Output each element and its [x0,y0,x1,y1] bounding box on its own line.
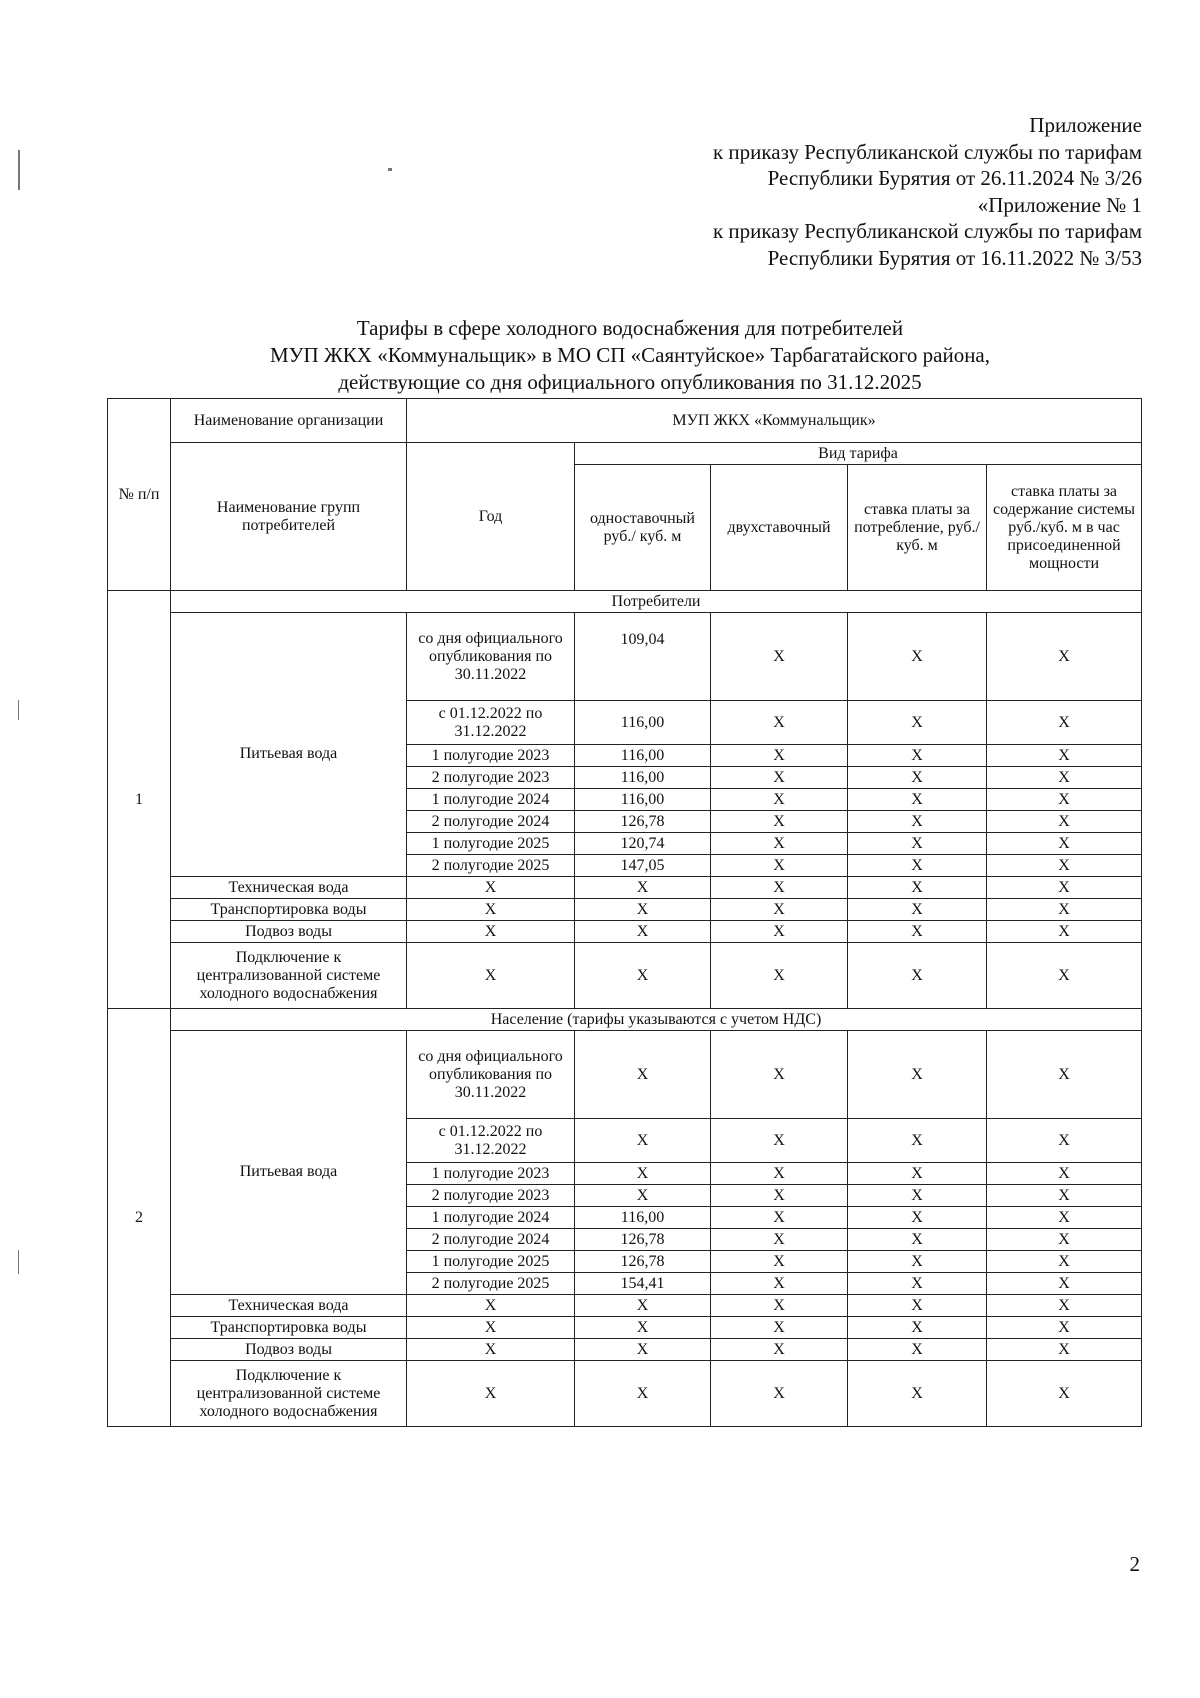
tariff-value-cell: X [848,745,987,767]
period-cell: 1 полугодие 2023 [407,745,575,767]
tariff-value-cell: X [711,833,848,855]
tariff-value-cell: X [848,767,987,789]
tariff-value-cell: X [848,811,987,833]
header-line: Республики Бурятия от 16.11.2022 № 3/53 [767,245,1142,270]
tariff-value-cell: X [987,833,1142,855]
tariff-value-cell: X [987,745,1142,767]
scan-artifact [18,700,19,720]
org-name-header: МУП ЖКХ «Коммунальщик» [407,399,1142,443]
header-line: к приказу Республиканской службы по тарифам [712,139,1142,164]
document-title [0,315,1200,396]
table-row [108,1295,1142,1317]
period-cell: 1 полугодие 2023 [407,1163,575,1185]
tariff-value-cell: X [848,1207,987,1229]
tariff-value-cell: X [575,1295,711,1317]
tariff-value-cell: X [711,877,848,899]
tariff-value-cell: 116,00 [575,767,711,789]
tariff-value-cell: X [711,1361,848,1427]
section-title: Потребители [171,591,1142,613]
drinking-water-label: Питьевая вода [171,613,407,877]
tariff-value-cell: X [987,613,1142,701]
scan-artifact [18,1250,19,1274]
header-line: «Приложение № 1 [977,192,1142,217]
page-number: 2 [1129,1552,1140,1576]
group-label-header: Наименование групп потребителей [171,443,407,591]
tariff-value-cell: X [987,1163,1142,1185]
period-cell: 1 полугодие 2024 [407,789,575,811]
section-title-row [108,1009,1142,1031]
two-rate-header: двухставочный [711,465,848,591]
tariff-value-cell: X [575,1119,711,1163]
tariff-value-cell: X [848,1295,987,1317]
tariff-value-cell: X [848,1273,987,1295]
tariff-value-cell: X [987,921,1142,943]
tariff-value-cell: X [987,1119,1142,1163]
tariff-value-cell: X [848,1031,987,1119]
col-number-header: № п/п [108,399,171,591]
period-cell: 2 полугодие 2024 [407,811,575,833]
tariff-value-cell: X [711,943,848,1009]
tariff-value-cell: X [575,877,711,899]
tariff-value-cell: X [848,877,987,899]
tariff-value-cell: X [711,1317,848,1339]
tariff-value-cell: X [848,1119,987,1163]
tariff-value-cell: X [987,943,1142,1009]
period-cell: со дня официального опубликования по 30.11.2022 [407,613,575,701]
tariff-value-cell: X [848,943,987,1009]
tariff-kind-header: Вид тарифа [575,443,1142,465]
tariff-value-cell: 120,74 [575,833,711,855]
tariff-value-cell: X [848,1163,987,1185]
table-row [108,899,1142,921]
tariff-value-cell: X [711,811,848,833]
period-cell: с 01.12.2022 по 31.12.2022 [407,701,575,745]
tariff-value-cell: X [407,877,575,899]
tariff-value-cell: X [407,1295,575,1317]
period-cell: 1 полугодие 2024 [407,1207,575,1229]
tariff-value-cell: X [987,701,1142,745]
tariff-value-cell: X [407,921,575,943]
tariff-value-cell: X [848,1185,987,1207]
tariff-value-cell: 116,00 [575,789,711,811]
tariff-value-cell: X [987,1229,1142,1251]
consumer-group-label: Подвоз воды [171,921,407,943]
tariff-value-cell: 116,00 [575,1207,711,1229]
tariff-value-cell: X [407,899,575,921]
tariff-value-cell: X [987,1031,1142,1119]
tariff-value-cell: X [848,855,987,877]
consumption-rate-header: ставка платы за потребление, руб./ куб. м [848,465,987,591]
table-row [108,1031,1142,1119]
tariff-value-cell: X [848,1251,987,1273]
tariff-value-cell: X [711,1295,848,1317]
tariff-value-cell: X [711,1339,848,1361]
tariff-value-cell: X [848,1361,987,1427]
tariff-value-cell: X [711,899,848,921]
org-label-header: Наименование организации [171,399,407,443]
tariff-value-cell: X [575,1361,711,1427]
tariff-value-cell: X [711,1251,848,1273]
tariff-value-cell: X [711,1207,848,1229]
tariff-value-cell: X [575,1031,711,1119]
section-title: Население (тарифы указываются с учетом НДС) [171,1009,1142,1031]
tariff-value-cell: 126,78 [575,1229,711,1251]
tariff-value-cell: X [987,1273,1142,1295]
tariff-value-cell: 109,04 [575,613,711,701]
period-cell: 1 полугодие 2025 [407,833,575,855]
drinking-water-label: Питьевая вода [171,1031,407,1295]
tariff-value-cell: 126,78 [575,811,711,833]
tariff-value-cell: X [987,1317,1142,1339]
tariff-value-cell: X [987,899,1142,921]
consumer-group-label: Транспортировка воды [171,1317,407,1339]
tariff-value-cell: X [848,1339,987,1361]
tariff-value-cell: X [987,811,1142,833]
table-row [108,877,1142,899]
header-line: к приказу Республиканской службы по тарифам [712,219,1142,244]
scan-artifact [18,150,20,190]
tariff-value-cell: X [575,1317,711,1339]
consumer-group-label: Подвоз воды [171,1339,407,1361]
tariff-value-cell: X [575,921,711,943]
tariff-value-cell: X [711,745,848,767]
table-row [108,613,1142,701]
table-row [108,943,1142,1009]
tariff-value-cell: X [711,1119,848,1163]
tariff-value-cell: X [987,1339,1142,1361]
tariff-value-cell: 147,05 [575,855,711,877]
tariff-value-cell: X [987,855,1142,877]
tariff-value-cell: X [575,1163,711,1185]
consumer-group-label: Транспортировка воды [171,899,407,921]
tariff-value-cell: X [987,1185,1142,1207]
tariff-value-cell: X [711,921,848,943]
table-row [108,1361,1142,1427]
period-cell: 2 полугодие 2023 [407,767,575,789]
tariff-value-cell: X [711,789,848,811]
tariff-value-cell: X [987,1361,1142,1427]
section-number: 1 [108,591,171,1009]
tariff-value-cell: X [711,1185,848,1207]
tariff-value-cell: X [711,613,848,701]
tariff-value-cell: X [575,1185,711,1207]
period-cell: 2 полугодие 2024 [407,1229,575,1251]
period-cell: 2 полугодие 2025 [407,855,575,877]
appendix-header [713,112,1142,272]
tariff-value-cell: X [711,1273,848,1295]
consumer-group-label: Подключение к централизованной системе холодного водоснабжения [171,943,407,1009]
tariff-value-cell: X [407,1317,575,1339]
header-line: Республики Бурятия от 26.11.2024 № 3/26 [767,166,1142,191]
section-title-row [108,591,1142,613]
maintenance-rate-header: ставка платы за содержание системы руб./куб. м в час присоединенной мощности [987,465,1142,591]
year-header: Год [407,443,575,591]
consumer-group-label: Техническая вода [171,1295,407,1317]
period-cell: 1 полугодие 2025 [407,1251,575,1273]
tariff-value-cell: X [848,921,987,943]
tariff-value-cell: X [987,767,1142,789]
period-cell: с 01.12.2022 по 31.12.2022 [407,1119,575,1163]
tariff-value-cell: X [407,943,575,1009]
tariff-value-cell: X [848,1229,987,1251]
single-rate-header: одноставочный руб./ куб. м [575,465,711,591]
tariff-value-cell: X [987,1251,1142,1273]
tariff-value-cell: X [848,789,987,811]
tariff-value-cell: X [987,1207,1142,1229]
period-cell: со дня официального опубликования по 30.11.2022 [407,1031,575,1119]
tariff-value-cell: 116,00 [575,701,711,745]
table-row [108,1339,1142,1361]
header-line: Приложение [1029,113,1142,137]
consumer-group-label: Подключение к централизованной системе холодного водоснабжения [171,1361,407,1427]
section-number: 2 [108,1009,171,1427]
tariff-value-cell: 154,41 [575,1273,711,1295]
period-cell: 2 полугодие 2023 [407,1185,575,1207]
tariff-table [107,398,1142,1427]
title-line: действующие со дня официального опубликования по 31.12.2025 [338,370,922,394]
tariff-value-cell: X [987,1295,1142,1317]
tariff-value-cell: X [711,767,848,789]
period-cell: 2 полугодие 2025 [407,1273,575,1295]
title-line: МУП ЖКХ «Коммунальщик» в МО СП «Саянтуйское» Тарбагатайского района, [270,343,990,367]
title-line: Тарифы в сфере холодного водоснабжения для потребителей [356,316,904,340]
table-row [108,921,1142,943]
tariff-value-cell: X [848,1317,987,1339]
tariff-value-cell: X [575,899,711,921]
tariff-value-cell: X [407,1339,575,1361]
scan-artifact [388,168,392,171]
tariff-value-cell: X [987,789,1142,811]
tariff-value-cell: 116,00 [575,745,711,767]
tariff-value-cell: 126,78 [575,1251,711,1273]
tariff-value-cell: X [711,1229,848,1251]
tariff-value-cell: X [575,943,711,1009]
tariff-value-cell: X [848,613,987,701]
consumer-group-label: Техническая вода [171,877,407,899]
tariff-value-cell: X [711,701,848,745]
tariff-value-cell: X [711,1031,848,1119]
tariff-value-cell: X [711,1163,848,1185]
table-row [108,1317,1142,1339]
tariff-value-cell: X [848,899,987,921]
tariff-value-cell: X [407,1361,575,1427]
tariff-value-cell: X [575,1339,711,1361]
tariff-value-cell: X [848,833,987,855]
tariff-value-cell: X [848,701,987,745]
tariff-value-cell: X [711,855,848,877]
tariff-value-cell: X [987,877,1142,899]
